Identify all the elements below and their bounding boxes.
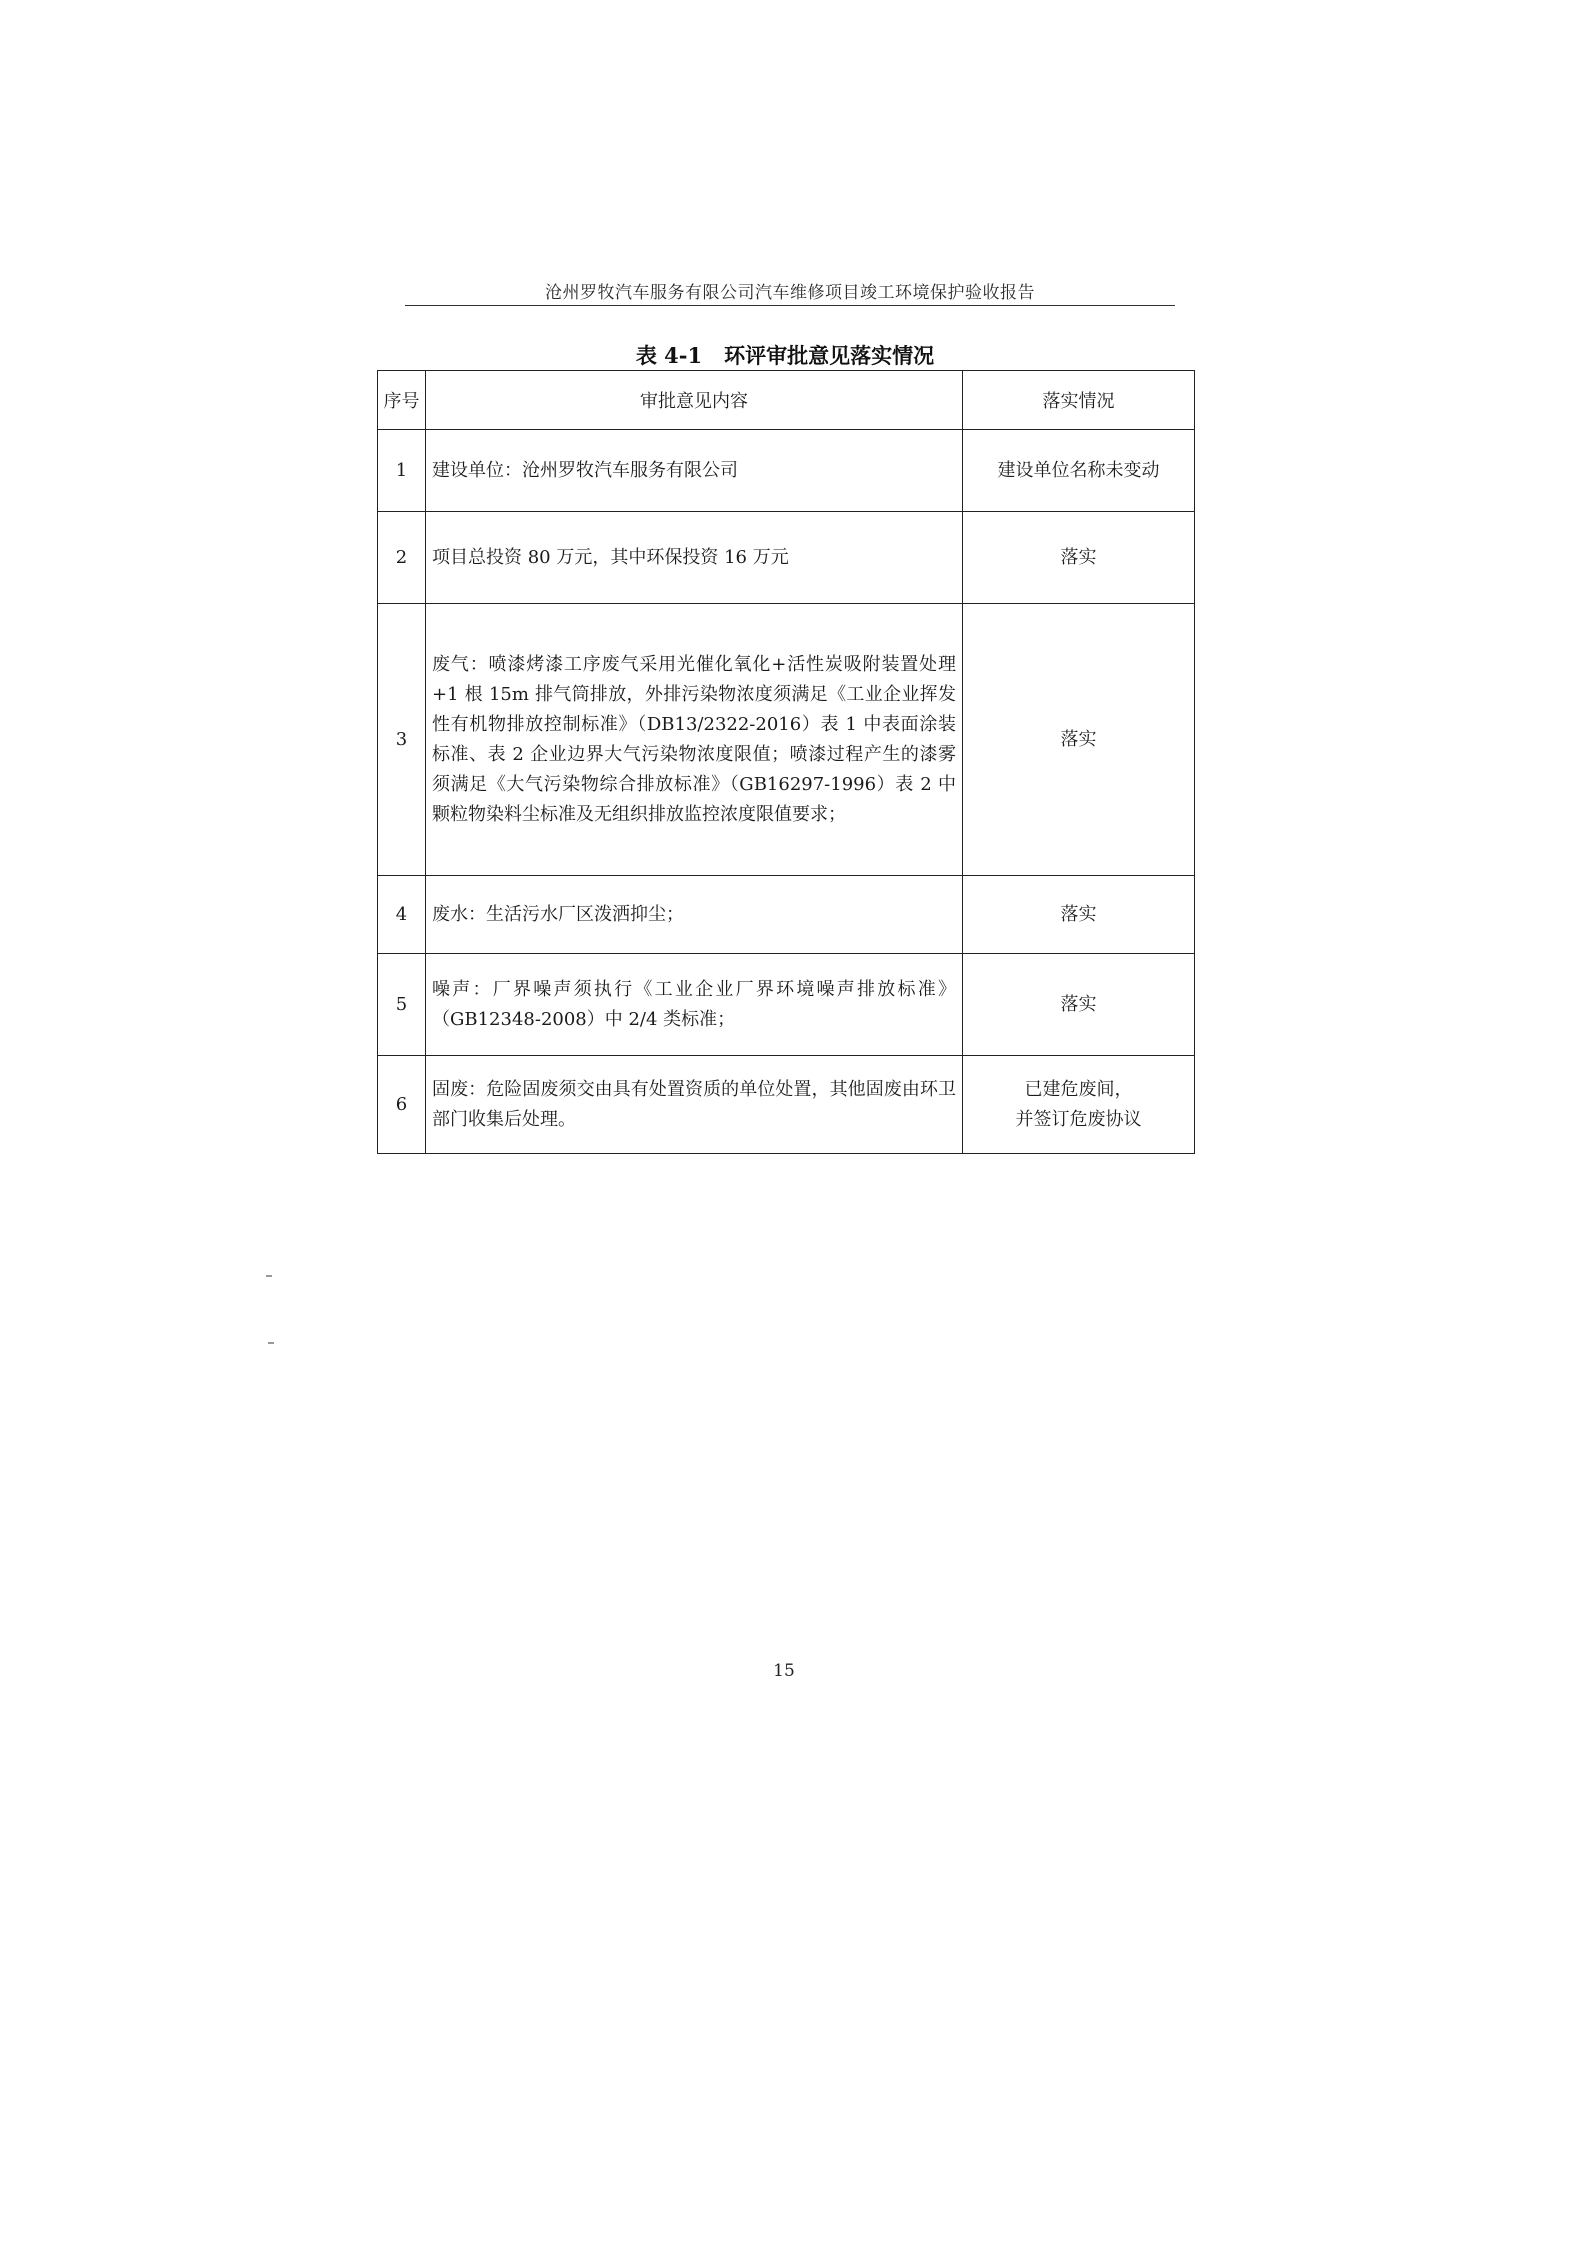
row-status-line: 落实 (1060, 546, 1097, 568)
row-status (963, 430, 1195, 512)
column-header-content: 审批意见内容 (426, 371, 963, 430)
row-content: 建设单位：沧州罗牧汽车服务有限公司 (426, 430, 963, 512)
table-caption (377, 340, 1193, 370)
table-row (378, 604, 1195, 876)
column-header-index: 序号 (378, 371, 426, 430)
row-status (963, 954, 1195, 1056)
row-content: 废水：生活污水厂区泼洒抑尘； (426, 876, 963, 954)
row-status-line: 落实 (1060, 728, 1097, 750)
row-status-line: 已建危废间， (1024, 1078, 1133, 1100)
row-content: 废气：喷漆烤漆工序废气采用光催化氧化+活性炭吸附装置处理+1 根 15m 排气筒排放，外排污染物浓度须满足《工业企业挥发性有机物排放控制标准》（DB13/2322-2016）表 1 中表面涂装标准、表 2 企业边界大气污染物浓度限值；喷漆过程产生的漆雾须满足《大气污染物综合排放标准》（GB16297-1996）表 2 中颗粒物染料尘标准及无组织排放监控浓度限值要求； (426, 604, 963, 876)
page-header: 沧州罗牧汽车服务有限公司汽车维修项目竣工环境保护验收报告 (545, 283, 1035, 303)
table-caption-title: 环评审批意见落实情况 (724, 343, 935, 368)
row-status-line: 并签订危废协议 (1015, 1108, 1142, 1130)
table-row (378, 512, 1195, 604)
table-row (378, 954, 1195, 1056)
row-content: 固废：危险固废须交由具有处置资质的单位处置，其他固废由环卫部门收集后处理。 (426, 1056, 963, 1154)
table-row (378, 430, 1195, 512)
approval-table (377, 370, 1195, 1154)
table-row (378, 1056, 1195, 1154)
row-index: 5 (378, 954, 426, 1056)
page-number: 15 (773, 1661, 795, 1681)
header-rule (405, 305, 1175, 306)
row-index: 1 (378, 430, 426, 512)
row-status (963, 512, 1195, 604)
scan-speck (266, 1275, 272, 1277)
table-caption-number: 表 4-1 (635, 343, 703, 368)
row-status-line: 落实 (1060, 993, 1097, 1015)
row-index: 3 (378, 604, 426, 876)
table-header-row (378, 371, 1195, 430)
column-header-status: 落实情况 (963, 371, 1195, 430)
row-status (963, 1056, 1195, 1154)
row-index: 6 (378, 1056, 426, 1154)
row-index: 4 (378, 876, 426, 954)
row-content: 噪声：厂界噪声须执行《工业企业厂界环境噪声排放标准》（GB12348-2008）中 2/4 类标准； (426, 954, 963, 1056)
scan-speck (268, 1342, 274, 1344)
row-status (963, 604, 1195, 876)
row-status-line: 建设单位名称未变动 (997, 459, 1160, 481)
row-status-line: 落实 (1060, 903, 1097, 925)
row-index: 2 (378, 512, 426, 604)
row-content: 项目总投资 80 万元，其中环保投资 16 万元 (426, 512, 963, 604)
table-row (378, 876, 1195, 954)
row-status (963, 876, 1195, 954)
